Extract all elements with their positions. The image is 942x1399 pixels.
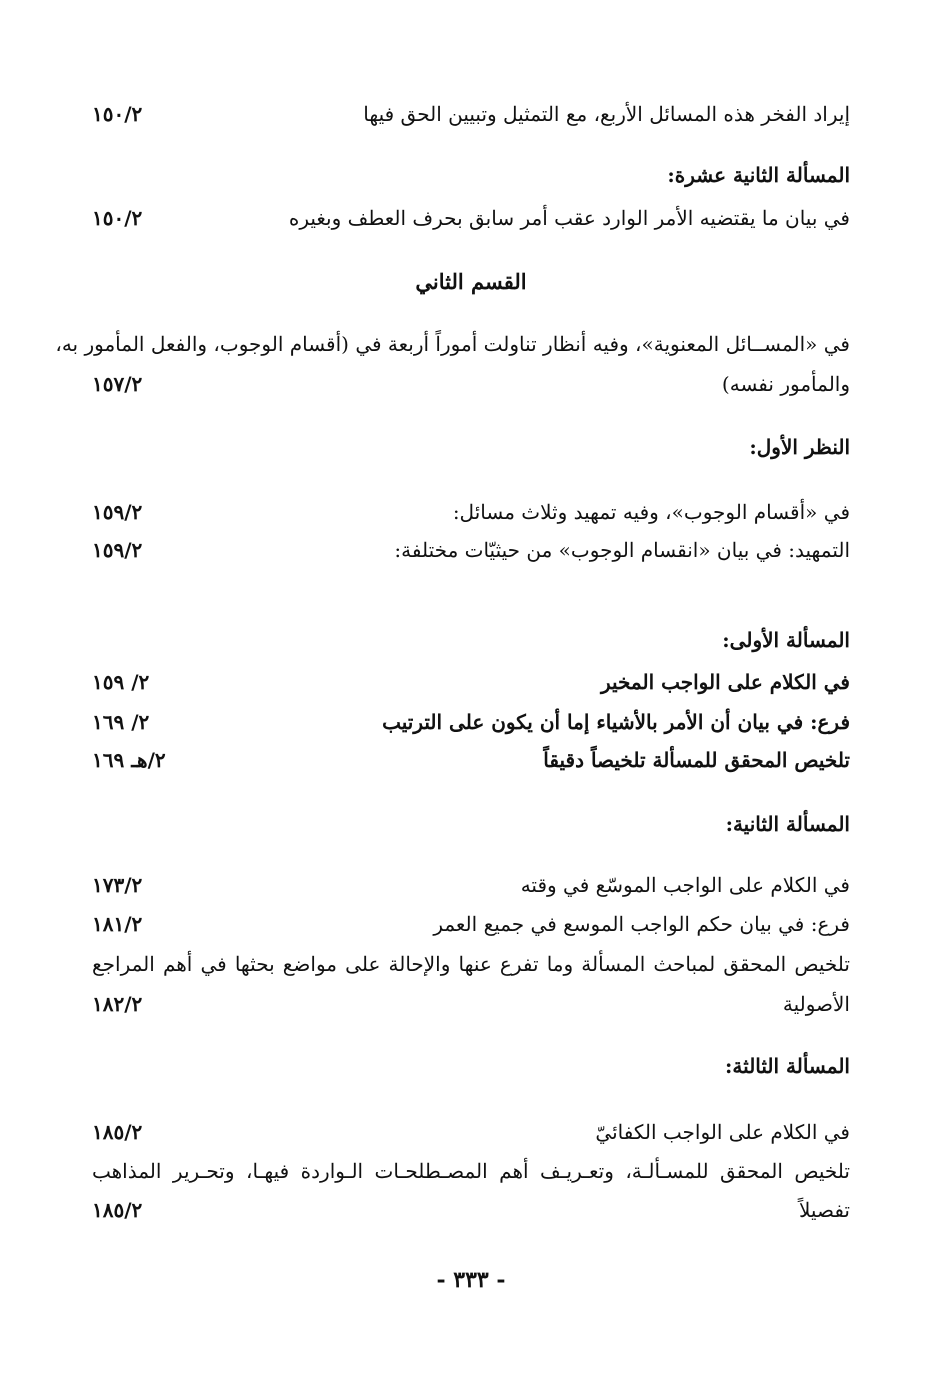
section-heading [0, 427, 942, 467]
index-entry [0, 662, 942, 702]
entry-text: في الكلام على الواجب الكفائيّ [595, 1120, 850, 1144]
part-title-text: القسم الثاني [415, 269, 527, 294]
heading-text: المسألة الثانية عشرة: [667, 163, 850, 187]
entry-text: في «أقسام الوجوب»، وفيه تمهيد وثلاث مسائل: [452, 500, 850, 524]
entry-text: التمهيد: في بيان «انقسام الوجوب» من حيثيّات مختلفة: [394, 538, 850, 562]
entry-text: الأصولية [782, 992, 850, 1016]
entry-text: والمأمور نفسه) [721, 372, 850, 396]
heading-text: المسألة الثالثة: [725, 1054, 850, 1078]
entry-page-ref: ٢/ ١٥٩ [92, 670, 150, 694]
section-heading [0, 155, 942, 195]
index-entry-line2 [0, 364, 942, 404]
index-entry-line2 [0, 984, 942, 1024]
entry-page-ref: ٢/ ١٦٩ [92, 710, 150, 734]
entry-text: تفصيلاً [799, 1198, 850, 1222]
entry-page-ref: ١٨٢/٢ [92, 992, 143, 1016]
entry-page-ref: ١٧٣/٢ [92, 873, 143, 897]
entry-text: فرع: في بيان حكم الواجب الموسع في جميع العمر [433, 912, 850, 936]
index-entry [0, 198, 942, 238]
part-title [0, 262, 942, 302]
index-entry-line1 [0, 1151, 942, 1191]
entry-page-ref: ١٨٥/٢ [92, 1120, 143, 1144]
index-entry-line1 [0, 944, 942, 984]
entry-page-ref: ١٥٩/٢ [92, 538, 143, 562]
index-entry [0, 702, 942, 742]
index-entry [0, 492, 942, 532]
entry-page-ref: ١٥٧/٢ [92, 372, 143, 396]
entry-page-ref: ١٨٥/٢ [92, 1198, 143, 1222]
entry-text: فرع: في بيان أن الأمر بالأشياء إما أن يكون على الترتيب [382, 710, 850, 734]
entry-text: في الكلام على الواجب المخير [600, 670, 850, 694]
heading-text: النظر الأول: [749, 435, 850, 459]
index-entry [0, 94, 942, 134]
entry-page-ref: ١٥٩/٢ [92, 500, 143, 524]
index-entry [0, 1112, 942, 1152]
index-entry [0, 865, 942, 905]
entry-text: تلخيص المحقق لمباحث المسألة وما تفرع عنها والإحالة على مواضع بحثها في أهم المراجع [92, 952, 850, 976]
section-heading [0, 804, 942, 844]
index-entry-line2 [0, 1190, 942, 1230]
index-entry [0, 904, 942, 944]
entry-page-ref: ٢/هـ ١٦٩ [92, 748, 166, 772]
section-heading [0, 620, 942, 660]
entry-page-ref: ١٥٠/٢ [92, 102, 143, 126]
entry-text: في الكلام على الواجب الموسّع في وقته [520, 873, 850, 897]
entry-text: تلخيص المحقق للمسألة تلخيصاً دقيقاً [543, 748, 850, 772]
entry-text: في «المســائل المعنوية»، وفيه أنظار تناولت أموراً أربعة في (أقسام الوجوب، والفعل المأمور به، [55, 332, 850, 356]
index-entry [0, 740, 942, 780]
index-entry [0, 530, 942, 570]
entry-page-ref: ١٨١/٢ [92, 912, 143, 936]
heading-text: المسألة الأولى: [722, 628, 850, 652]
entry-page-ref: ١٥٠/٢ [92, 206, 143, 230]
entry-text: إيراد الفخر هذه المسائل الأربع، مع التمثيل وتبيين الحق فيها [363, 102, 850, 126]
entry-text: تلخيص المحقق للمسـألـة، وتعـريـف أهم المصـطلحـات الـواردة فيهـا، وتحـرير المذاهب [92, 1159, 850, 1183]
index-entry-line1 [0, 324, 942, 364]
section-heading [0, 1046, 942, 1086]
heading-text: المسألة الثانية: [725, 812, 850, 836]
page-number: - ٣٣٣ - [436, 1267, 506, 1293]
entry-text: في بيان ما يقتضيه الأمر الوارد عقب أمر سابق بحرف العطف وبغيره [288, 206, 850, 230]
